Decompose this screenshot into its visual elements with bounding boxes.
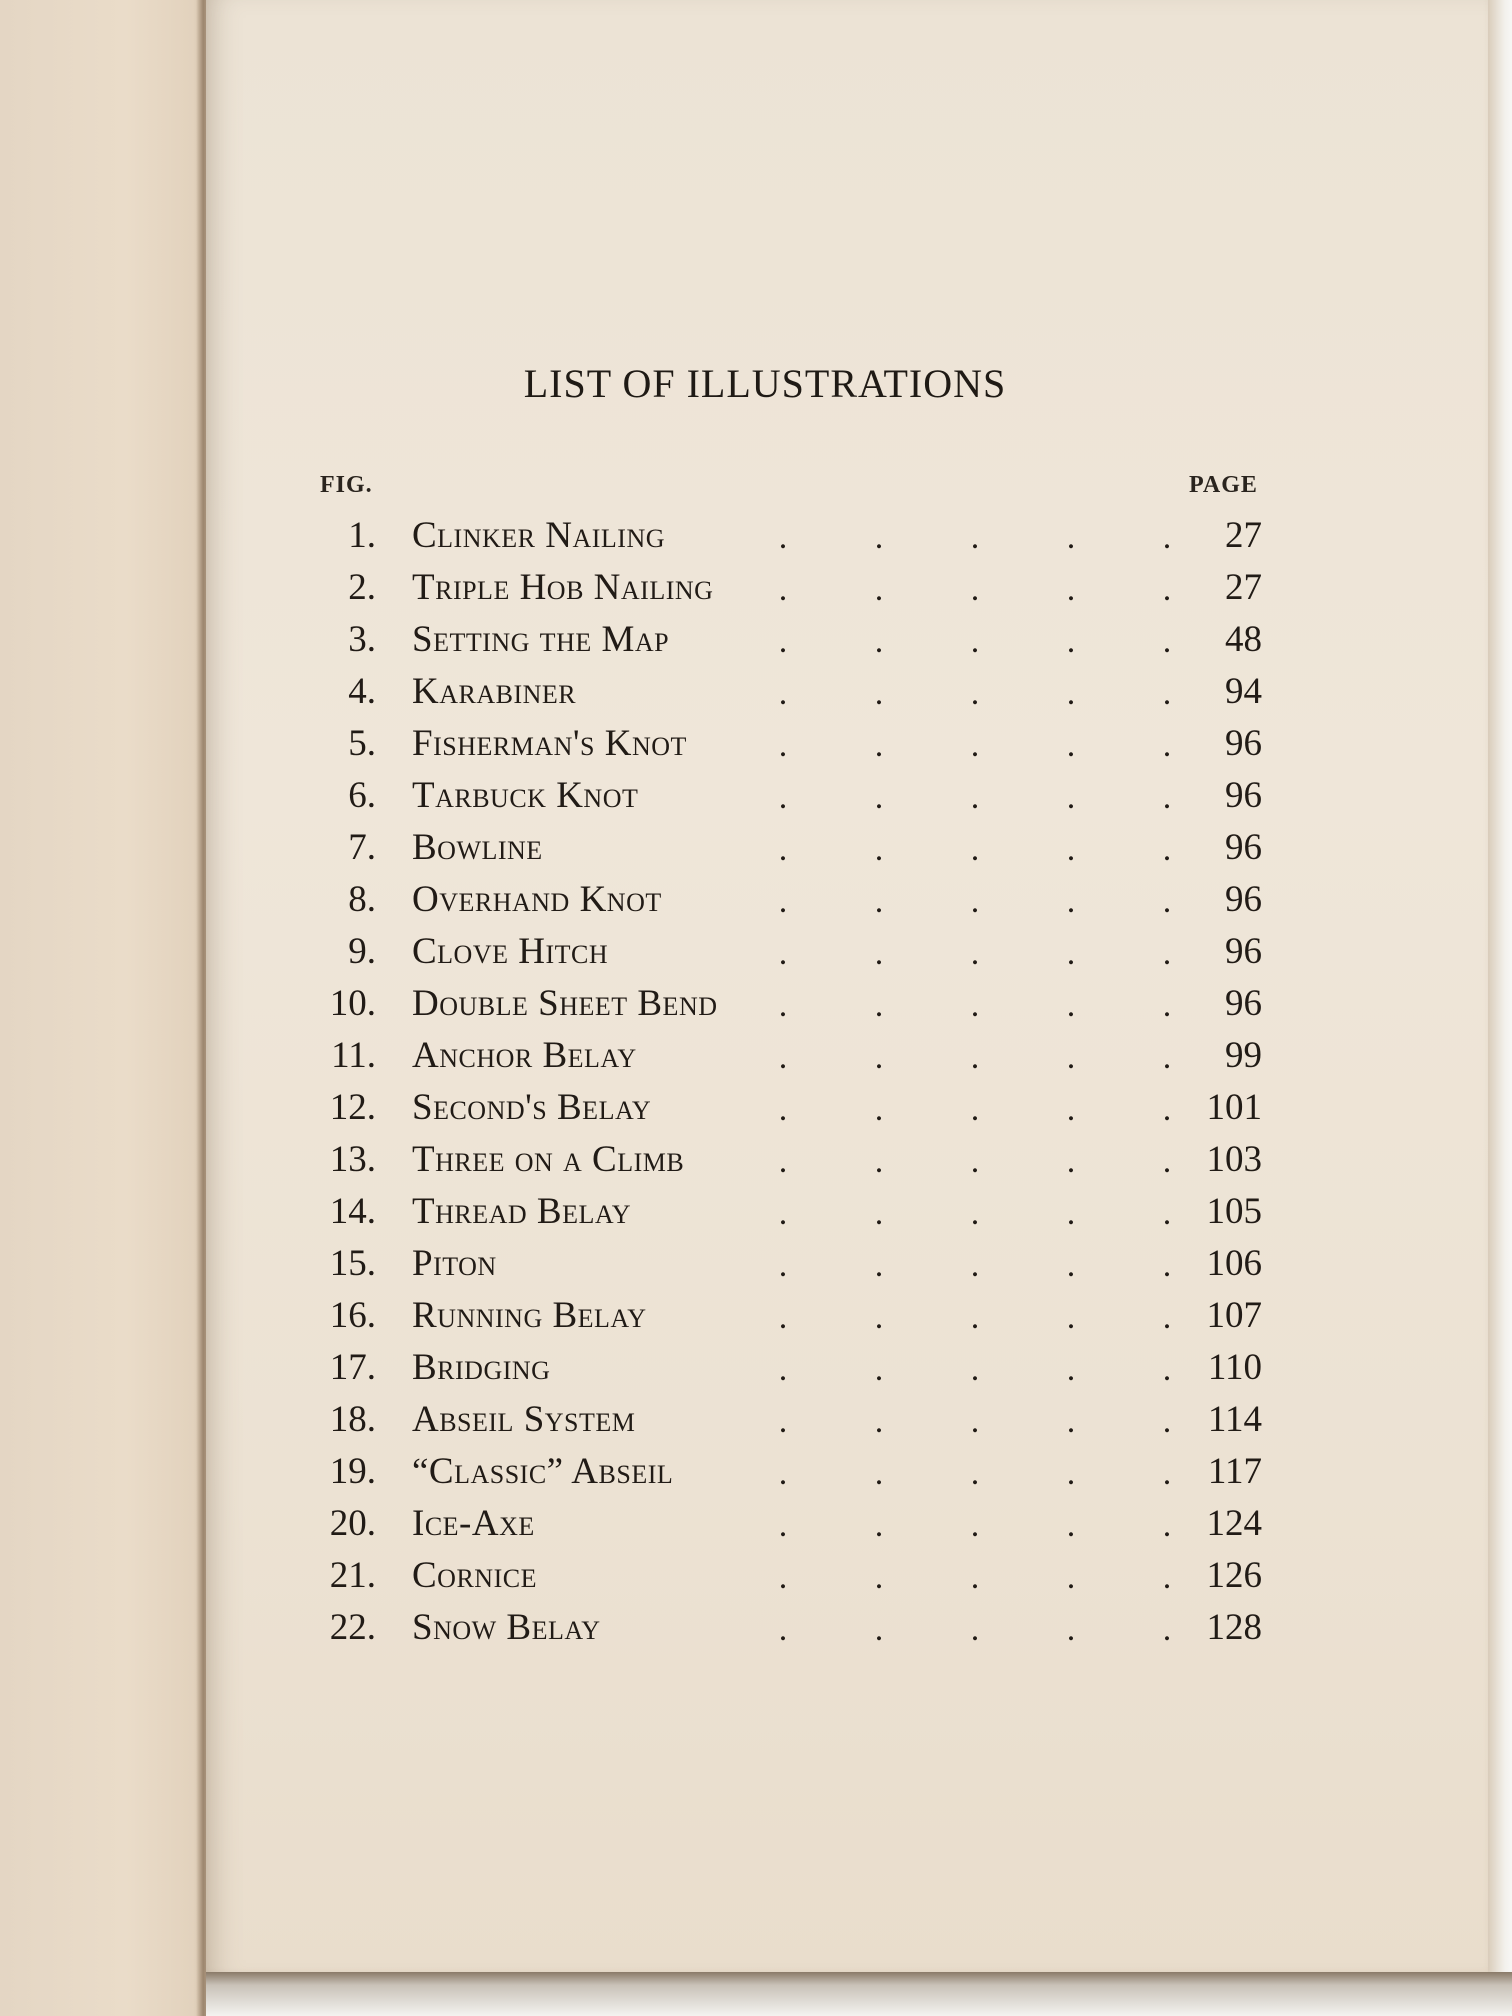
dot-leader: . . . . .	[778, 1559, 1172, 1596]
dot-leader: . . . . .	[778, 571, 1172, 608]
figure-number: 18.	[329, 1399, 376, 1440]
figure-title: Three on a Climb	[412, 1139, 685, 1180]
figure-number: 20.	[329, 1503, 376, 1544]
figure-title: Snow Belay	[412, 1607, 601, 1648]
list-item	[0, 1342, 1512, 1394]
list-item	[0, 926, 1512, 978]
page-title: LIST OF ILLUSTRATIONS	[523, 361, 1007, 406]
dot-leader: . . . . .	[778, 1195, 1172, 1232]
page-number: 101	[1206, 1087, 1262, 1128]
figure-title: Clinker Nailing	[412, 515, 665, 556]
dot-leader: . . . . .	[778, 1611, 1172, 1648]
list-item	[0, 1290, 1512, 1342]
list-item	[0, 614, 1512, 666]
illustration-list	[0, 510, 1512, 1654]
dot-leader: . . . . .	[778, 623, 1172, 660]
dot-leader: . . . . .	[778, 1351, 1172, 1388]
figure-number: 3.	[348, 619, 376, 660]
dot-leader: . . . . .	[778, 675, 1172, 712]
figure-title: Karabiner	[412, 671, 577, 712]
list-item	[0, 822, 1512, 874]
list-item	[0, 1602, 1512, 1654]
figure-title: Setting the Map	[412, 619, 670, 660]
figure-number: 4.	[348, 671, 376, 712]
figure-number: 19.	[329, 1451, 376, 1492]
page-number: 126	[1206, 1555, 1262, 1596]
page-number: 110	[1207, 1347, 1262, 1388]
page-number: 48	[1225, 619, 1262, 660]
dot-leader: . . . . .	[778, 1247, 1172, 1284]
figure-number: 17.	[329, 1347, 376, 1388]
list-item	[0, 1030, 1512, 1082]
page-number: 124	[1206, 1503, 1262, 1544]
figure-title: Abseil System	[412, 1399, 636, 1440]
page-number: 99	[1225, 1035, 1262, 1076]
figure-number: 1.	[348, 515, 376, 556]
figure-number: 14.	[329, 1191, 376, 1232]
figure-title: “Classic” Abseil	[412, 1451, 674, 1492]
figure-number: 9.	[348, 931, 376, 972]
page-column-header: PAGE	[1189, 472, 1258, 498]
figure-title: Double Sheet Bend	[412, 983, 718, 1024]
list-item	[0, 874, 1512, 926]
list-item	[0, 510, 1512, 562]
dot-leader: . . . . .	[778, 1143, 1172, 1180]
dot-leader: . . . . .	[778, 831, 1172, 868]
page-bottom-shadow	[206, 1972, 1512, 2016]
page-number: 117	[1207, 1451, 1262, 1492]
figure-title: Fisherman's Knot	[412, 723, 687, 764]
figure-number: 10.	[329, 983, 376, 1024]
dot-leader: . . . . .	[778, 1403, 1172, 1440]
fig-column-header: FIG.	[320, 472, 373, 498]
dot-leader: . . . . .	[778, 779, 1172, 816]
dot-leader: . . . . .	[778, 987, 1172, 1024]
dot-leader: . . . . .	[778, 1455, 1172, 1492]
list-item	[0, 562, 1512, 614]
page-number: 96	[1225, 827, 1262, 868]
figure-number: 21.	[329, 1555, 376, 1596]
dot-leader: . . . . .	[778, 519, 1172, 556]
dot-leader: . . . . .	[778, 1091, 1172, 1128]
dot-leader: . . . . .	[778, 1507, 1172, 1544]
page-number: 96	[1225, 879, 1262, 920]
figure-title: Triple Hob Nailing	[412, 567, 714, 608]
figure-number: 7.	[348, 827, 376, 868]
figure-number: 2.	[348, 567, 376, 608]
list-item	[0, 1446, 1512, 1498]
figure-number: 16.	[329, 1295, 376, 1336]
page-number: 94	[1225, 671, 1262, 712]
figure-number: 11.	[331, 1035, 376, 1076]
dot-leader: . . . . .	[778, 883, 1172, 920]
dot-leader: . . . . .	[778, 1299, 1172, 1336]
figure-title: Thread Belay	[412, 1191, 632, 1232]
figure-number: 6.	[348, 775, 376, 816]
dot-leader: . . . . .	[778, 1039, 1172, 1076]
figure-title: Tarbuck Knot	[412, 775, 639, 816]
figure-title: Bridging	[412, 1347, 551, 1388]
page-number: 105	[1206, 1191, 1262, 1232]
figure-number: 13.	[329, 1139, 376, 1180]
figure-number: 22.	[329, 1607, 376, 1648]
page-number: 114	[1207, 1399, 1262, 1440]
figure-title: Cornice	[412, 1555, 537, 1596]
figure-number: 15.	[329, 1243, 376, 1284]
list-item	[0, 978, 1512, 1030]
page-number: 106	[1206, 1243, 1262, 1284]
figure-number: 5.	[348, 723, 376, 764]
list-item	[0, 1238, 1512, 1290]
list-item	[0, 666, 1512, 718]
figure-title: Anchor Belay	[412, 1035, 637, 1076]
figure-number: 8.	[348, 879, 376, 920]
page-number: 27	[1225, 567, 1262, 608]
figure-number: 12.	[329, 1087, 376, 1128]
figure-title: Running Belay	[412, 1295, 647, 1336]
dot-leader: . . . . .	[778, 935, 1172, 972]
list-item	[0, 1134, 1512, 1186]
page-number: 96	[1225, 931, 1262, 972]
figure-title: Second's Belay	[412, 1087, 652, 1128]
page-number: 128	[1206, 1607, 1262, 1648]
figure-title: Piton	[412, 1243, 497, 1284]
page-number: 103	[1206, 1139, 1262, 1180]
page-number: 96	[1225, 723, 1262, 764]
figure-title: Clove Hitch	[412, 931, 609, 972]
page-number: 96	[1225, 983, 1262, 1024]
figure-title: Bowline	[412, 827, 543, 868]
list-item	[0, 1498, 1512, 1550]
list-item	[0, 770, 1512, 822]
list-item	[0, 1186, 1512, 1238]
list-item	[0, 1082, 1512, 1134]
dot-leader: . . . . .	[778, 727, 1172, 764]
figure-title: Overhand Knot	[412, 879, 662, 920]
figure-title: Ice-Axe	[412, 1503, 535, 1544]
list-item	[0, 1394, 1512, 1446]
list-item	[0, 1550, 1512, 1602]
page-number: 107	[1206, 1295, 1262, 1336]
list-item	[0, 718, 1512, 770]
page-number: 27	[1225, 515, 1262, 556]
page-number: 96	[1225, 775, 1262, 816]
